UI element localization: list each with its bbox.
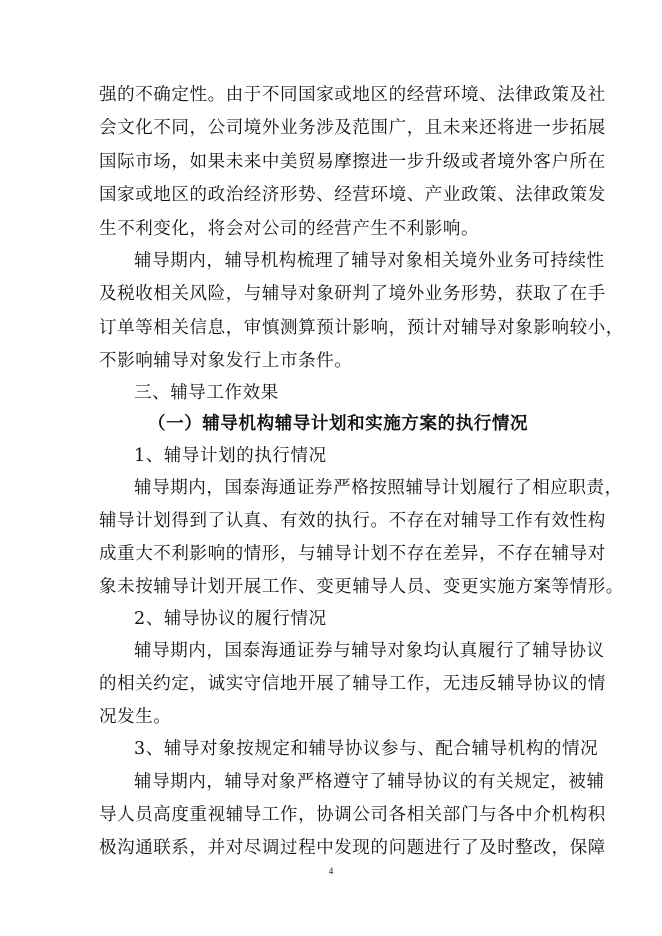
text-line: 三、辅导工作效果 [134, 383, 279, 403]
text-line: 况发生。 [99, 707, 172, 727]
text-line: 的相关约定，诚实守信地开展了辅导工作，无违反辅导协议的情 [99, 674, 606, 694]
text-line: 会文化不同，公司境外业务涉及范围广，且未来还将进一步拓展 [99, 118, 606, 138]
text-line: 国际市场，如果未来中美贸易摩擦进一步升级或者境外客户所在 [99, 152, 606, 172]
text-line: 及税收相关风险，与辅导对象研判了境外业务形势，获取了在手 [99, 284, 606, 304]
text-line: 1、辅导计划的执行情况 [134, 446, 327, 466]
text-line: 辅导期内，辅导对象严格遵守了辅导协议的有关规定，被辅 [134, 772, 605, 792]
text-line: 强的不确定性。由于不同国家或地区的经营环境、法律政策及社 [99, 85, 606, 105]
text-line: 辅导期内，国泰海通证券与辅导对象均认真履行了辅导协议 [134, 641, 605, 661]
text-line: 辅导期内，国泰海通证券严格按照辅导计划履行了相应职责， [134, 478, 623, 498]
text-line: 成重大不利影响的情形，与辅导计划不存在差异，不存在辅导对 [99, 544, 606, 564]
text-line: 3、辅导对象按规定和辅导协议参与、配合辅导机构的情况 [134, 739, 599, 759]
page-number: 4 [328, 866, 334, 876]
text-line: 订单等相关信息，审慎测算预计影响，预计对辅导对象影响较小， [99, 318, 624, 338]
text-line: 生不利变化，将会对公司的经营产生不利影响。 [99, 219, 480, 239]
text-line: 辅导计划得到了认真、有效的执行。不存在对辅导工作有效性构 [99, 511, 606, 531]
text-line: 极沟通联系，并对尽调过程中发现的问题进行了及时整改，保障 [99, 838, 606, 858]
text-line: 辅导期内，辅导机构梳理了辅导对象相关境外业务可持续性 [134, 251, 605, 271]
text-line: 2、辅导协议的履行情况 [134, 609, 327, 629]
text-line: 象未按辅导计划开展工作、变更辅导人员、变更实施方案等情形。 [99, 577, 624, 597]
text-line: 不影响辅导对象发行上市条件。 [99, 351, 353, 371]
text-line: （一）辅导机构辅导计划和实施方案的执行情况 [148, 414, 529, 434]
text-line: 导人员高度重视辅导工作，协调公司各相关部门与各中介机构积 [99, 805, 606, 825]
text-line: 国家或地区的政治经济形势、经营环境、产业政策、法律政策发 [99, 185, 606, 205]
